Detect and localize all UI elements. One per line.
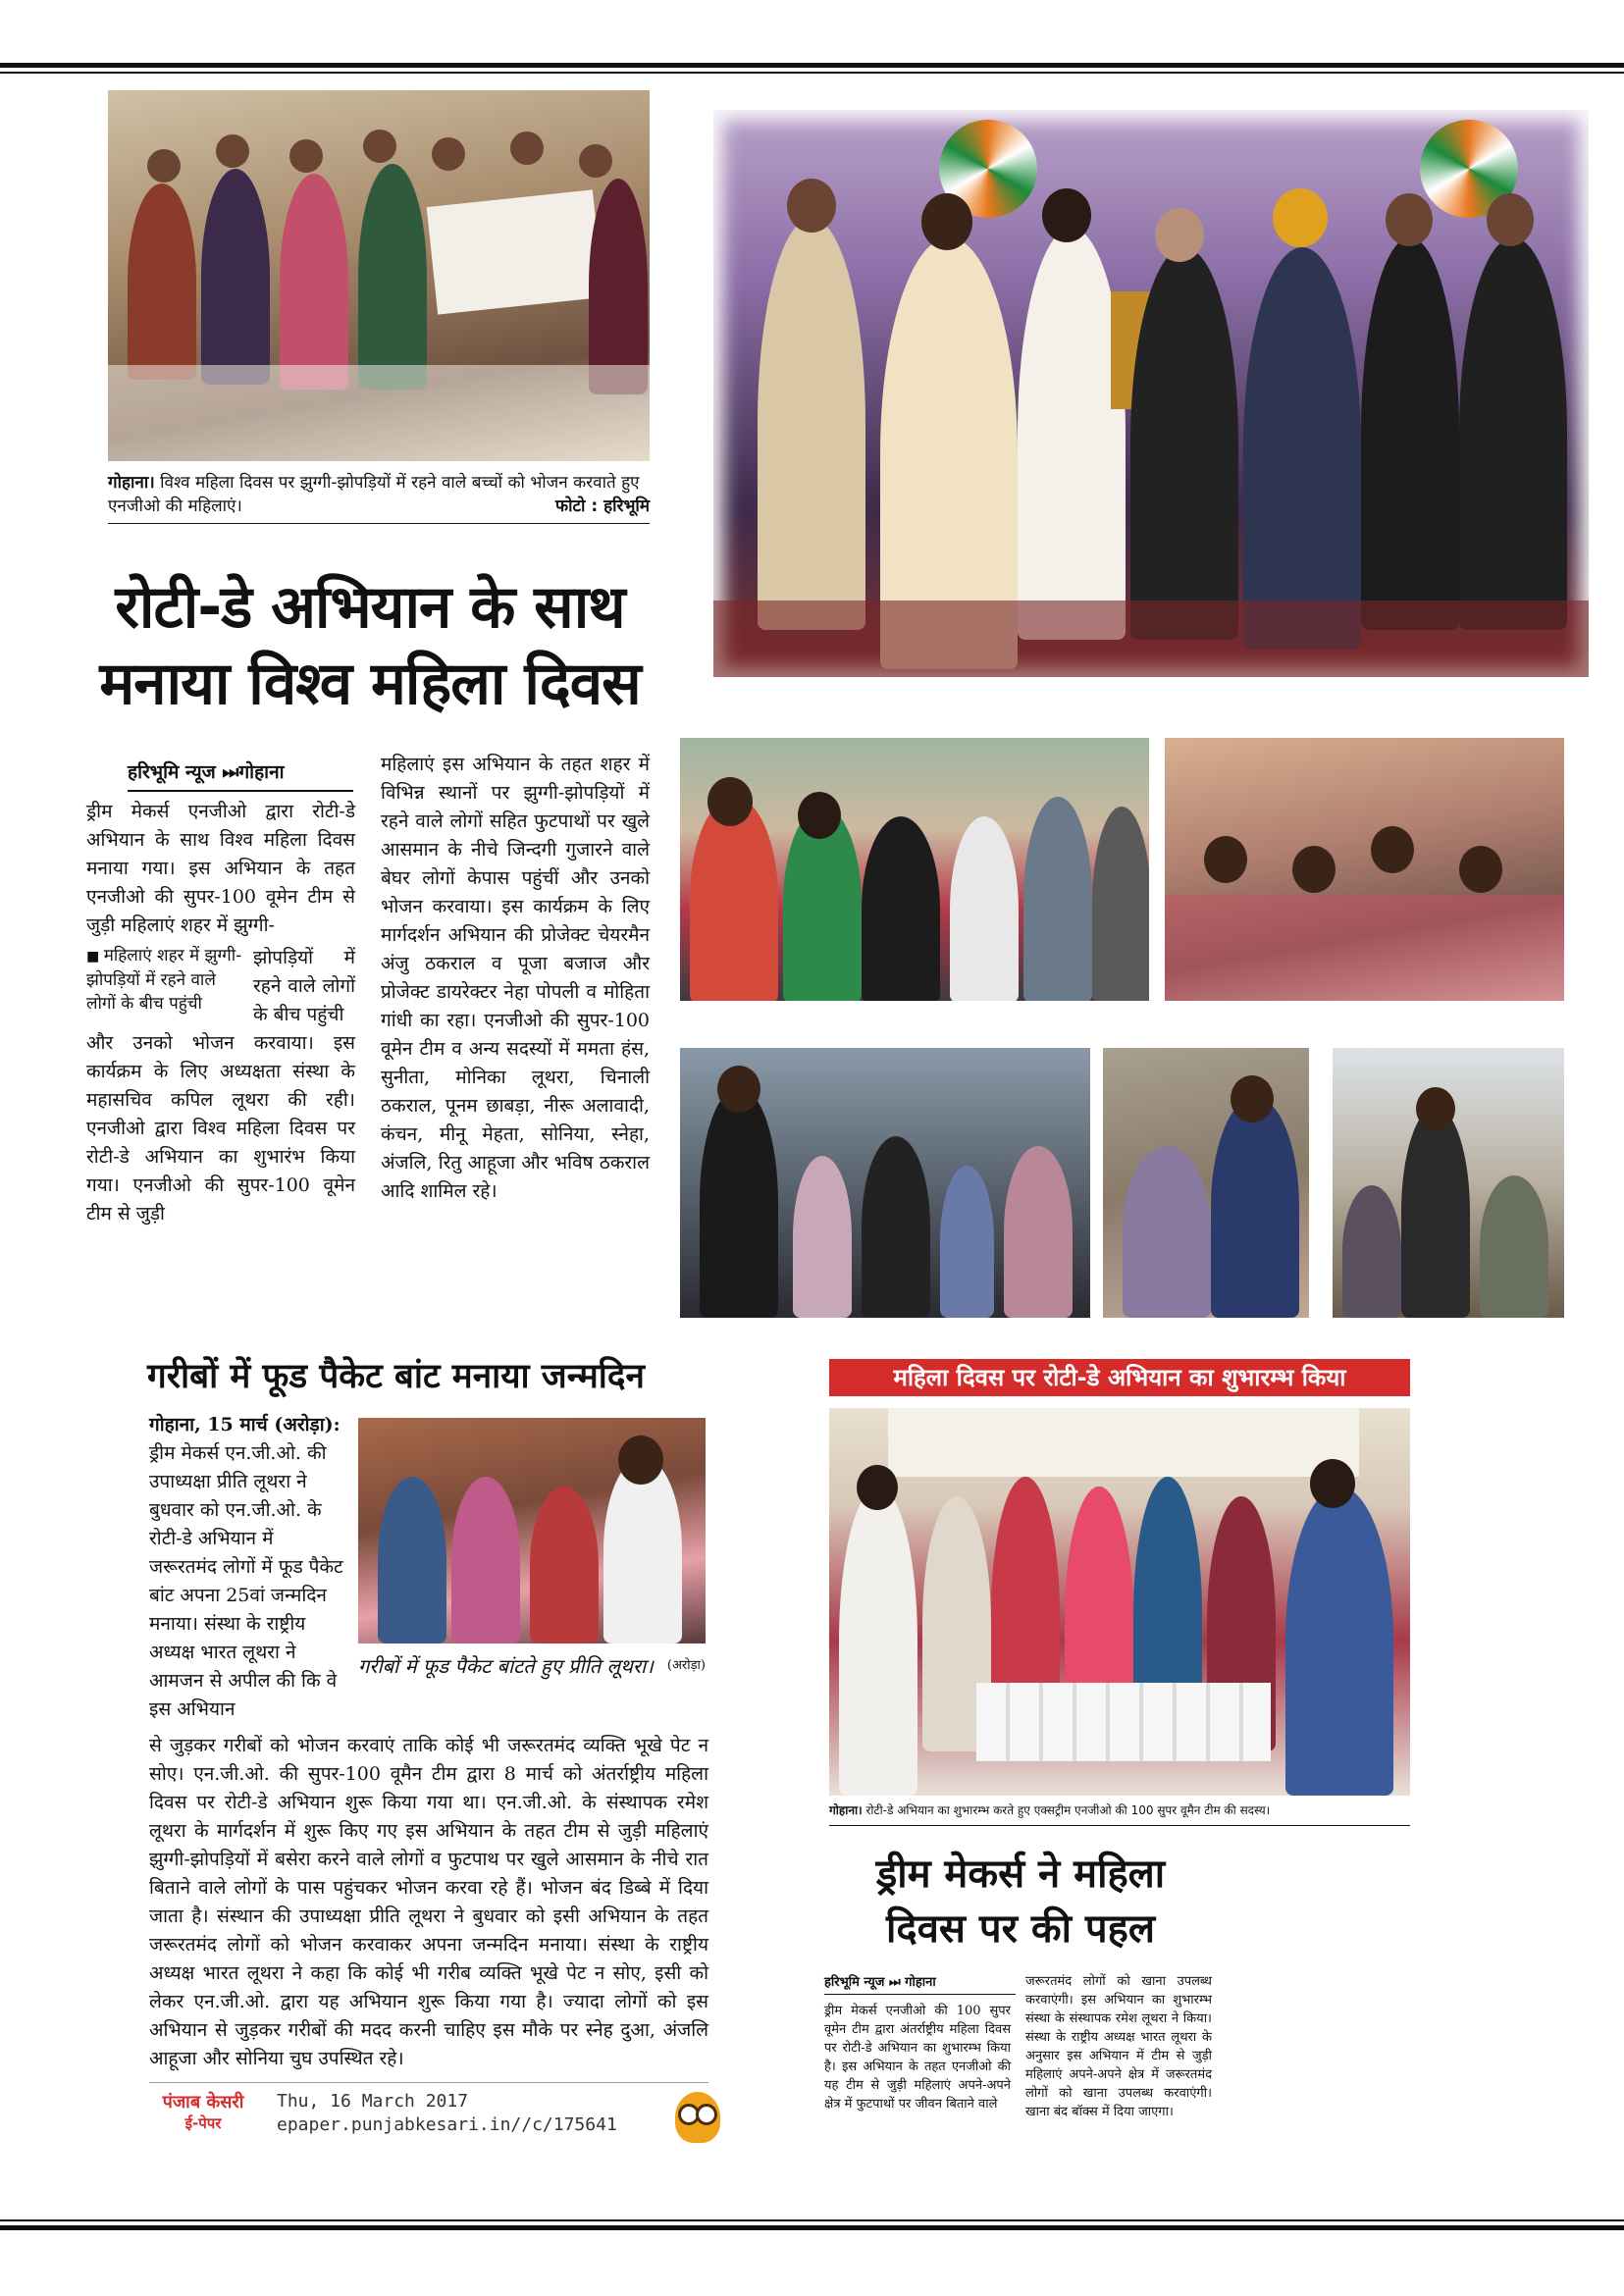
article1-headline (80, 569, 659, 722)
article2-lead: ड्रीम मेकर्स एन.जी.ओ. की उपाध्यक्षा प्रीति लूथरा ने बुधवार को एन.जी.ओ. के रोटी-डे अभियान में जरूरतमंद लोगों में फूड पैकेट बांट अपना 25वां जन्मदिन मनाया। संस्था के राष्ट्रीय अध्यक्ष भारत लूथरा ने आमजन से अपील की कि वे इस अभियान (149, 1442, 343, 1720)
article1-headline-line1: रोटी-डे अभियान के साथ (115, 573, 625, 642)
birthday-food-packet-photo (358, 1418, 706, 1644)
article1-col1-para: ड्रीम मेकर्स एनजीओ द्वारा रोटी-डे अभियान के साथ विश्व महिला दिवस मनाया गया। इस अभियान के तहत एनजीओ की सुपर-100 वूमेन टीम से जुड़ी महिलाएं शहर में झुग्गी- (86, 801, 355, 936)
article3-photo-caption-box (829, 1801, 1410, 1819)
children-food-photo (108, 90, 650, 461)
bottom-rule (0, 2225, 1624, 2230)
street-children-photo (1333, 1048, 1564, 1318)
source-url: epaper.punjabkesari.in//c/175641 (277, 2114, 617, 2135)
article2-photo-caption-box (358, 1651, 706, 1681)
caption-place: गोहाना। (108, 473, 155, 493)
article2-dateline: गोहाना, 15 मार्च (अरोड़ा): (149, 1414, 341, 1435)
banner-cloth (427, 189, 604, 314)
elderly-woman-photo (1103, 1048, 1309, 1318)
super-woman-team-photo (829, 1408, 1410, 1796)
source-logo (149, 2092, 257, 2133)
article3-headline-line2: दिवस पर की पहल (886, 1906, 1155, 1952)
source-sub: ई-पेपर (184, 2114, 222, 2132)
article3-banner: महिला दिवस पर रोटी-डे अभियान का शुभारम्भ किया (829, 1359, 1410, 1396)
source-footer (277, 2090, 689, 2137)
article2-body: से जुड़कर गरीबों को भोजन करवाएं ताकि कोई भी जरूरतमंद व्यक्ति भूखे पेट न सोए। एन.जी.ओ. की सुपर-100 वूमैन टीम द्वारा 8 मार्च को अंतर्राष्ट्रीय महिला दिवस पर रोटी-डे अभियान शुरू किया गया था। एन.जी.ओ. के संस्थापक रमेश लूथरा के मार्गदर्शन में शुरू किए गए इस अभियान के तहत टीम से जुड़ी महिलाएं झुग्गी-झोपड़ियों में बसेरा करने वाले लोगों व फुटपाथ पर खुले आसमान के नीचे रात बिताने वाले लोगों के पास पहुंचकर भोजन करवा रहे हैं। भोजन बंद डिब्बे में दिया जाता है। संस्थान की उपाध्यक्षा प्रीति लूथरा ने बुधवार को इसी अभियान के तहत जरूरतमंद लोगों को भोजन करवाकर अपना जन्मदिन मनाया। संस्था के राष्ट्रीय अध्यक्ष भारत लूथरा ने कहा कि कोई भी गरीब व्यक्ति भूखे पेट न सोए, इसी को लेकर एन.जी.ओ. द्वारा यह अभियान शुरू किया गया है। ज्यादा लोगों को इस अभियान से जुड़कर गरीबों की मदद करनी चाहिए इस मौके पर स्नेह दुआ, अंजलि आहूजा और सोनिया चुघ उपस्थित रहे। (149, 1735, 708, 2069)
article2-lead-column (149, 1411, 345, 1724)
article1-highlight: महिलाएं शहर में झुग्गी-झोपड़ियों में रहने वाले लोगों के बीच पहुंची (86, 946, 242, 1014)
article2-photo-caption: गरीबों में फूड पैकेट बांटते हुए प्रीति लूथरा। (358, 1654, 654, 1678)
article3-caption-place: गोहाना। (829, 1803, 863, 1817)
article3-col2: जरूरतमंद लोगों को खाना उपलब्ध करवाएंगी। इस अभियान का शुभारम्भ संस्था के संस्थापक रमेश लूथरा ने किया। संस्था के राष्ट्रीय अध्यक्ष भारत लूथरा के अनुसार इस अभियान में टीम से जुड़ी महिलाएं अपने-अपने क्षेत्र में जरूरतमंद लोगों को खाना उपलब्ध करवाएंगी। खाना बंद बॉक्स में दिया जाएगा। (1025, 1974, 1212, 2119)
owl-logo-icon (675, 2092, 720, 2143)
article3-col1: ड्रीम मेकर्स एनजीओ की 100 सुपर वूमेन टीम द्वारा अंतर्राष्ट्रीय महिला दिवस पर रोटी-डे अभियान का शुभारम्भ किया है। इस अभियान के तहत एनजीओ की यह टीम से जुड़ी महिलाएं अपने-अपने क्षेत्र में फुटपाथों पर जीवन बिताने वाले (824, 2004, 1011, 2112)
article2-headline: गरीबों में फूड पैकेट बांट मनाया जन्मदिन (147, 1357, 645, 1396)
article1-headline-line2: मनाया विश्व महिला दिवस (99, 650, 641, 718)
top-rule-thin (0, 72, 1624, 74)
top-rule (0, 63, 1624, 68)
article1-highlight-box: ■ महिलाएं शहर में झुग्गी-झोपड़ियों में रहने वाले लोगों के बीच पहुंची (86, 946, 242, 1014)
article1-col1-tail: और उनको भोजन करवाया। इस कार्यक्रम के लिए अध्यक्षता संस्था के महासचिव कपिल लूथरा की रही। एनजीओ द्वारा विश्व महिला दिवस पर रोटी-डे अभियान का शुभारंभ किया गया। एनजीओ की सुपर-100 वूमेन टीम से जुड़ी (86, 1032, 355, 1225)
food-boxes (976, 1683, 1271, 1761)
bottom-rule-thin (0, 2219, 1624, 2221)
caption-text: विश्व महिला दिवस पर झुग्गी-झोपड़ियों में रहने वाले बच्चों को भोजन करवाते हुए एनजीओ की महिलाएं। (108, 473, 640, 516)
article3-headline-line1: ड्रीम मेकर्स ने महिला (875, 1852, 1166, 1897)
children-with-food-photo (680, 1048, 1090, 1318)
article1-col2: महिलाएं इस अभियान के तहत शहर में विभिन्न स्थानों पर झुग्गी-झोपड़ियों में रहने वाले लोगों सहित फुटपाथों पर खुले आसमान के नीचे जिन्दगी गुजारने वाले बेघर लोगों केपास पहुंचीं और उनको भोजन करवाया। इस कार्यक्रम के लिए मार्गदर्शन अभियान की प्रोजेक्ट चेयरमैन अंजु ठकराल व पूजा बजाज और प्रोजेक्ट डायरेक्टर नेहा पोपली व मोहिता गांधी का रहा। एनजीओ की सुपर-100 वूमेन टीम व अन्य सदस्यों में ममता हंस, सुनीता, मोनिका लूथरा, चिनाली ठकराल, पूनम छाबड़ा, नीरू अलावादी, कंचन, मीनू मेहता, सोनिया, स्नेहा, अंजलि, रितु आहूजा और भविष ठकराल आदि शामिल रहे। (381, 754, 650, 1202)
backdrop-banner (888, 1408, 1359, 1477)
street-feeding-photo-2 (1165, 738, 1564, 1001)
article1-col1-wrap: झोपड़ियों में रहने वाले लोगों के बीच पहुंची (253, 947, 355, 1025)
article1-col1 (86, 798, 355, 1228)
article3-headline (824, 1847, 1217, 1957)
article1-byline: हरिभूमि न्यूज ⏭गोहाना (128, 758, 353, 792)
article2-photo-credit: (अरोड़ा) (666, 1658, 706, 1673)
article3-byline: हरिभूमि न्यूज ⏭ गोहाना (824, 1972, 1016, 1995)
award-ceremony-photo (713, 110, 1589, 677)
street-feeding-photo-1 (680, 738, 1149, 1001)
source-name: पंजाब केसरी (162, 2092, 244, 2113)
article3-photo-caption: रोटी-डे अभियान का शुभारम्भ करते हुए एक्सट्रीम एनजीओ की 100 सुपर वूमैन टीम की सदस्य। (865, 1803, 1271, 1817)
source-date: Thu, 16 March 2017 (277, 2091, 469, 2112)
photo-credit: फोटो : हरिभूमि (554, 496, 650, 516)
top-left-caption (108, 471, 650, 518)
